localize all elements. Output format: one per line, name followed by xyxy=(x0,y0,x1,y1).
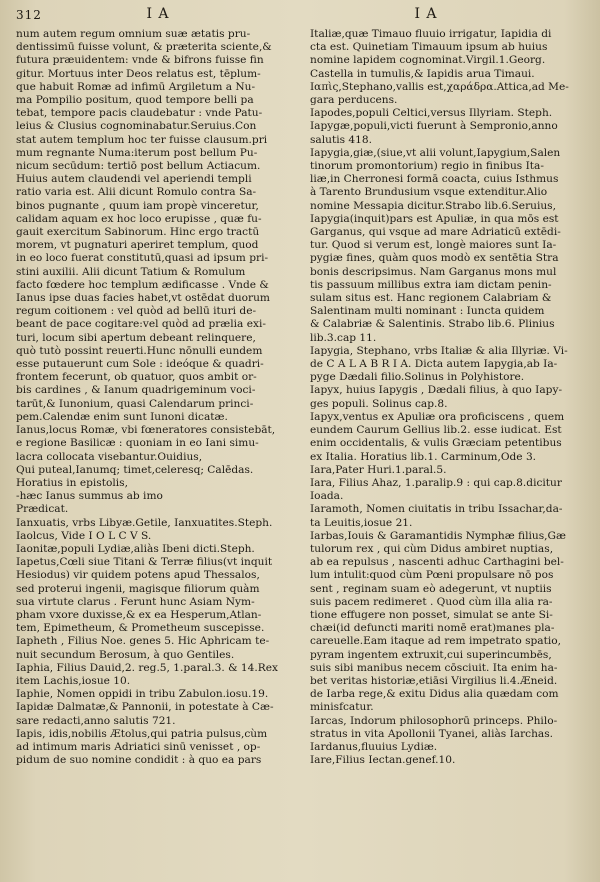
text-line: bet veritas historiæ,etiāsi Virgilius li.4.Æneid. xyxy=(310,674,558,687)
text-line: tarūt,& Iunonium, quasi Calendarum princi- xyxy=(16,397,254,410)
text-line: suis pacem redimeret . Quod cùm illa alia ra- xyxy=(310,595,553,608)
text-line: gitur. Mortuus inter Deos relatus est, tēplum- xyxy=(16,67,261,80)
text-line: tur. Quod si verum est, longè maiores sunt Ia- xyxy=(310,239,557,252)
text-line: Iapodes,populi Celtici,versus Illyriam. Steph. xyxy=(310,107,553,120)
text-line: Iapetus,Cœli siue Titani & Terræ filius(vt inquit xyxy=(16,556,273,569)
text-line: sare redacti,anno salutis 721. xyxy=(16,714,176,727)
text-line: sent , reginam suam eò adegerunt, vt nuptiis xyxy=(310,582,552,595)
text-line: ab ea repulsus , nascenti adhuc Carthagini bel- xyxy=(310,556,564,569)
text-line: Iapygia(inquit)pars est Apuliæ, in qua mōs est xyxy=(310,212,559,225)
text-line: Iapyx, huius Iapygis , Dædali filius, à quo Iapy- xyxy=(310,384,563,397)
text-line: Castella in tumulis,& Iapidis arua Timaui. xyxy=(310,67,535,80)
text-line: Huius autem claudendi vel aperiendi templi xyxy=(16,173,252,186)
text-line: de Iarba rege,& exitu Didus alia quædam com xyxy=(310,688,559,701)
text-line: stratus in vita Apollonii Tyanei, aliàs Iarchas. xyxy=(310,727,554,740)
text-line: pyram ingentem extruxit,cui superincumbēs, xyxy=(310,648,552,661)
text-line: sua virtute clarus . Ferunt hunc Asiam Nym- xyxy=(16,595,255,608)
text-line: pyge Dædali filio.Solinus in Polyhistore. xyxy=(310,371,525,384)
text-line: num autem regum omnium suæ ætatis pru- xyxy=(16,28,251,40)
text-line: ratio varia est. Alii dicunt Romulo contra Sa- xyxy=(16,186,257,199)
text-line: gara perducens. xyxy=(310,94,398,107)
text-line: lib.3.cap 11. xyxy=(310,331,377,344)
text-line: Prædicat. xyxy=(16,503,69,516)
text-line: Ianus,locus Romæ, vbi fœneratores consistebāt, xyxy=(16,424,276,437)
text-line: facto fœdere hoc templum ædificasse . Vnde & xyxy=(16,278,269,291)
text-line: Iaphia, Filius Dauid,2. reg.5, 1.paral.3. & 14.Rex xyxy=(16,661,278,674)
text-line: Iarcas, Indorum philosophorū princeps. Philo- xyxy=(310,714,558,727)
text-line: item Lachis,iosue 10. xyxy=(16,674,131,687)
text-line: turi, locum sibi apertum debeant relinquere, xyxy=(16,331,256,344)
text-line: nomine lapidem cognominat.Virgil.1.Georg. xyxy=(310,54,546,67)
text-line: sed proterui ingenii, magisque filiorum quàm xyxy=(16,582,260,595)
text-line: Qui puteal,Ianumq; timet,celeresq; Calēdas. xyxy=(16,463,254,476)
text-line: stat autem templum hoc ter fuisse clausum.pri xyxy=(16,133,268,146)
text-line: Iara, Filius Ahaz, 1.paralip.9 : qui cap.8.dicitur xyxy=(310,476,562,489)
text-line: Iapyx,ventus ex Apuliæ ora proficiscens , quem xyxy=(310,410,565,423)
text-line: Iarbas,Iouis & Garamantidis Nymphæ filius,Gæ xyxy=(310,529,566,542)
text-line: e regione Basilicæ : quoniam in eo Iani simu- xyxy=(16,437,259,450)
text-line: cta est. Quinetiam Timauum ipsum ab huius xyxy=(310,41,548,54)
text-line: leius & Clusius cognominabatur.Seruius.Con xyxy=(16,120,257,133)
text-line: tem, Epimetheum, & Prometheum suscepisse. xyxy=(16,622,265,635)
text-line: Iapygia,giæ,(siue,vt alii volunt,Iapygium,Salen xyxy=(310,146,561,159)
text-line: quò tutò possint reuerti.Hunc nōnulli eundem xyxy=(16,344,263,357)
text-line: Iapidæ Dalmatæ,& Pannonii, in potestate à Cæ- xyxy=(16,701,274,714)
text-line: Salentinam multi nominant : Iuncta quidem xyxy=(310,305,545,318)
text-line: eundem Caurum Gellius lib.2. esse iudicat. Est xyxy=(310,424,562,437)
text-line: beant de pace cogitare:vel quòd ad prælia exi- xyxy=(16,318,266,331)
text-line: Iardanus,fluuius Lydiæ. xyxy=(310,740,438,753)
text-line: frontem fecerunt, ob quatuor, quos ambit or- xyxy=(16,371,257,384)
text-line: pygiæ fines, quàm quos modò ex sentētia Stra xyxy=(310,252,559,265)
text-line: pem.Calendæ enim sunt Iunoni dicatæ. xyxy=(16,410,228,423)
text-line: tis passuum millibus extra iam dictam penin- xyxy=(310,278,552,291)
text-line: ad intimum maris Adriatici sinū venisset , op- xyxy=(16,740,261,753)
text-line: lum intulit:quod cùm Pœni propulsare nō pos xyxy=(310,569,554,582)
text-line: in eo loco fuerat constitutū,quasi ad ipsum pri- xyxy=(16,252,269,265)
text-line: Iare,Filius Iectan.genef.10. xyxy=(310,754,456,767)
text-line: chæi(id defuncti mariti nomē erat)manes pla- xyxy=(310,622,555,635)
text-line: morem, vt pugnaturi aperiret templum, quod xyxy=(16,239,259,252)
page-number: 312 xyxy=(16,8,42,22)
text-line: Ianus ipse duas facies habet,vt ostēdat duorum xyxy=(16,292,270,305)
text-line: gauit exercitum Sabinorum. Hinc ergo tractū xyxy=(16,226,260,239)
text-line: pham vxore duxisse,& ex ea Hesperum,Atlan- xyxy=(16,608,262,621)
text-line: futura præuidentem: vnde & bifrons fuisse fin xyxy=(16,54,264,67)
text-line: Iapis, idis,nobilis Ætolus,qui patria pulsus,cùm xyxy=(16,727,268,740)
text-line: liæ,in Cherronesi formā coacta, cuius Isthmus xyxy=(310,173,559,186)
left-column xyxy=(16,28,300,767)
text-line: ges populi. Solinus cap.8. xyxy=(310,397,448,410)
text-line: mum regnante Numa:iterum post bellum Pu- xyxy=(16,146,258,159)
text-line: Iapheth , Filius Noe. genes 5. Hic Aphricam te- xyxy=(16,635,270,648)
text-line: nuit secundum Berosum, à quo Gentiles. xyxy=(16,648,235,661)
text-line: Ιαπὶς,Stephano,vallis est,χαράδρα.Attica,ad Me- xyxy=(310,80,569,93)
text-line: tinorum promontorium) regio in finibus Ita- xyxy=(310,160,544,173)
text-line: Horatius in epistolis, xyxy=(16,476,128,489)
text-line: ma Pompilio positum, quod tempore belli pa xyxy=(16,94,254,107)
text-line: suis sibi manibus necem cōsciuit. Ita enim ha- xyxy=(310,661,558,674)
text-line: Iaramoth, Nomen ciuitatis in tribu Issachar,da- xyxy=(310,503,563,516)
text-line: Iapygia, Stephano, vrbs Italiæ & alia Illyriæ. Vi- xyxy=(310,344,568,357)
running-head-left: I A xyxy=(146,6,170,22)
text-line: careuelle.Eam itaque ad rem impetrato spatio, xyxy=(310,635,562,648)
text-line: dentissimū fuisse volunt, & præterita sciente,& xyxy=(16,41,272,54)
text-line: Italiæ,quæ Timauo fluuio irrigatur, Iapidia di xyxy=(310,28,552,40)
text-line: Iapygæ,populi,victi fuerunt à Sempronio,anno xyxy=(310,120,558,133)
text-line: calidam aquam ex hoc loco erupisse , quæ fu- xyxy=(16,212,262,225)
text-line: bis cardines , & Ianum quadrigeminum voci- xyxy=(16,384,256,397)
text-line: nomine Messapia dicitur.Strabo lib.6.Seruius, xyxy=(310,199,556,212)
text-line: à Tarento Brundusium vsque extenditur.Alio xyxy=(310,186,548,199)
right-column xyxy=(310,28,586,767)
text-line: Hesiodus) vir quidem potens apud Thessalos, xyxy=(16,569,260,582)
text-line: Iaphie, Nomen oppidi in tribu Zabulon.iosu.19. xyxy=(16,688,269,701)
text-line: de C A L A B R I A. Dicta autem Iapygia,ab Ia- xyxy=(310,358,558,371)
text-line: tulorum rex , qui cùm Didus ambiret nuptias, xyxy=(310,542,554,555)
text-line: lacra collocata visebantur.Ouidius, xyxy=(16,450,203,463)
text-line: Ianxuatis, vrbs Libyæ.Getile, Ianxuatites.Steph. xyxy=(16,516,273,529)
text-line: tebat, tempore pacis claudebatur : vnde Patu- xyxy=(16,107,263,120)
text-line: minisfcatur. xyxy=(310,701,374,714)
text-line: ta Leuitis,iosue 21. xyxy=(310,516,413,529)
text-line: sulam situs est. Hanc regionem Calabriam & xyxy=(310,292,552,305)
text-line: Iaonitæ,populi Lydiæ,aliàs Ibeni dicti.Steph. xyxy=(16,542,255,555)
text-line: bonis descripsimus. Nam Garganus mons mul xyxy=(310,265,557,278)
text-line: salutis 418. xyxy=(310,133,373,146)
text-line: -hæc Ianus summus ab imo xyxy=(16,490,163,503)
text-line: stini auxilii. Alii dicunt Tatium & Romulum xyxy=(16,265,246,278)
text-line: binos pugnante , quum iam propè vinceretur, xyxy=(16,199,259,212)
text-line: Iara,Pater Huri.1.paral.5. xyxy=(310,463,447,476)
text-line: ex Italia. Horatius lib.1. Carminum,Ode 3. xyxy=(310,450,537,463)
text-line: Iaolcus, Vide I O L C V S. xyxy=(16,529,152,542)
text-line: regum coitionem : vel quòd ad bellū ituri de- xyxy=(16,305,257,318)
text-line: Garganus, qui vsque ad mare Adriaticū extēdi- xyxy=(310,226,561,239)
text-line: que habuit Romæ ad infimū Argiletum a Nu- xyxy=(16,80,256,93)
text-line: & Calabriæ & Salentinis. Strabo lib.6. Plinius xyxy=(310,318,555,331)
text-line: enim occidentalis, & vulis Græciam petentibus xyxy=(310,437,562,450)
text-line: tione effugere non posset, simulat se ante Si- xyxy=(310,608,553,621)
text-line: nicum secūdum: tertiō post bellum Actiacum. xyxy=(16,160,261,173)
text-line: esse putauerunt cum Sole : ideóque & quadri- xyxy=(16,358,264,371)
running-head-right: I A xyxy=(414,6,438,22)
text-line: Ioada. xyxy=(310,490,344,503)
text-line: pidum de suo nomine condidit : à quo ea pars xyxy=(16,754,262,767)
page-header xyxy=(16,6,584,28)
